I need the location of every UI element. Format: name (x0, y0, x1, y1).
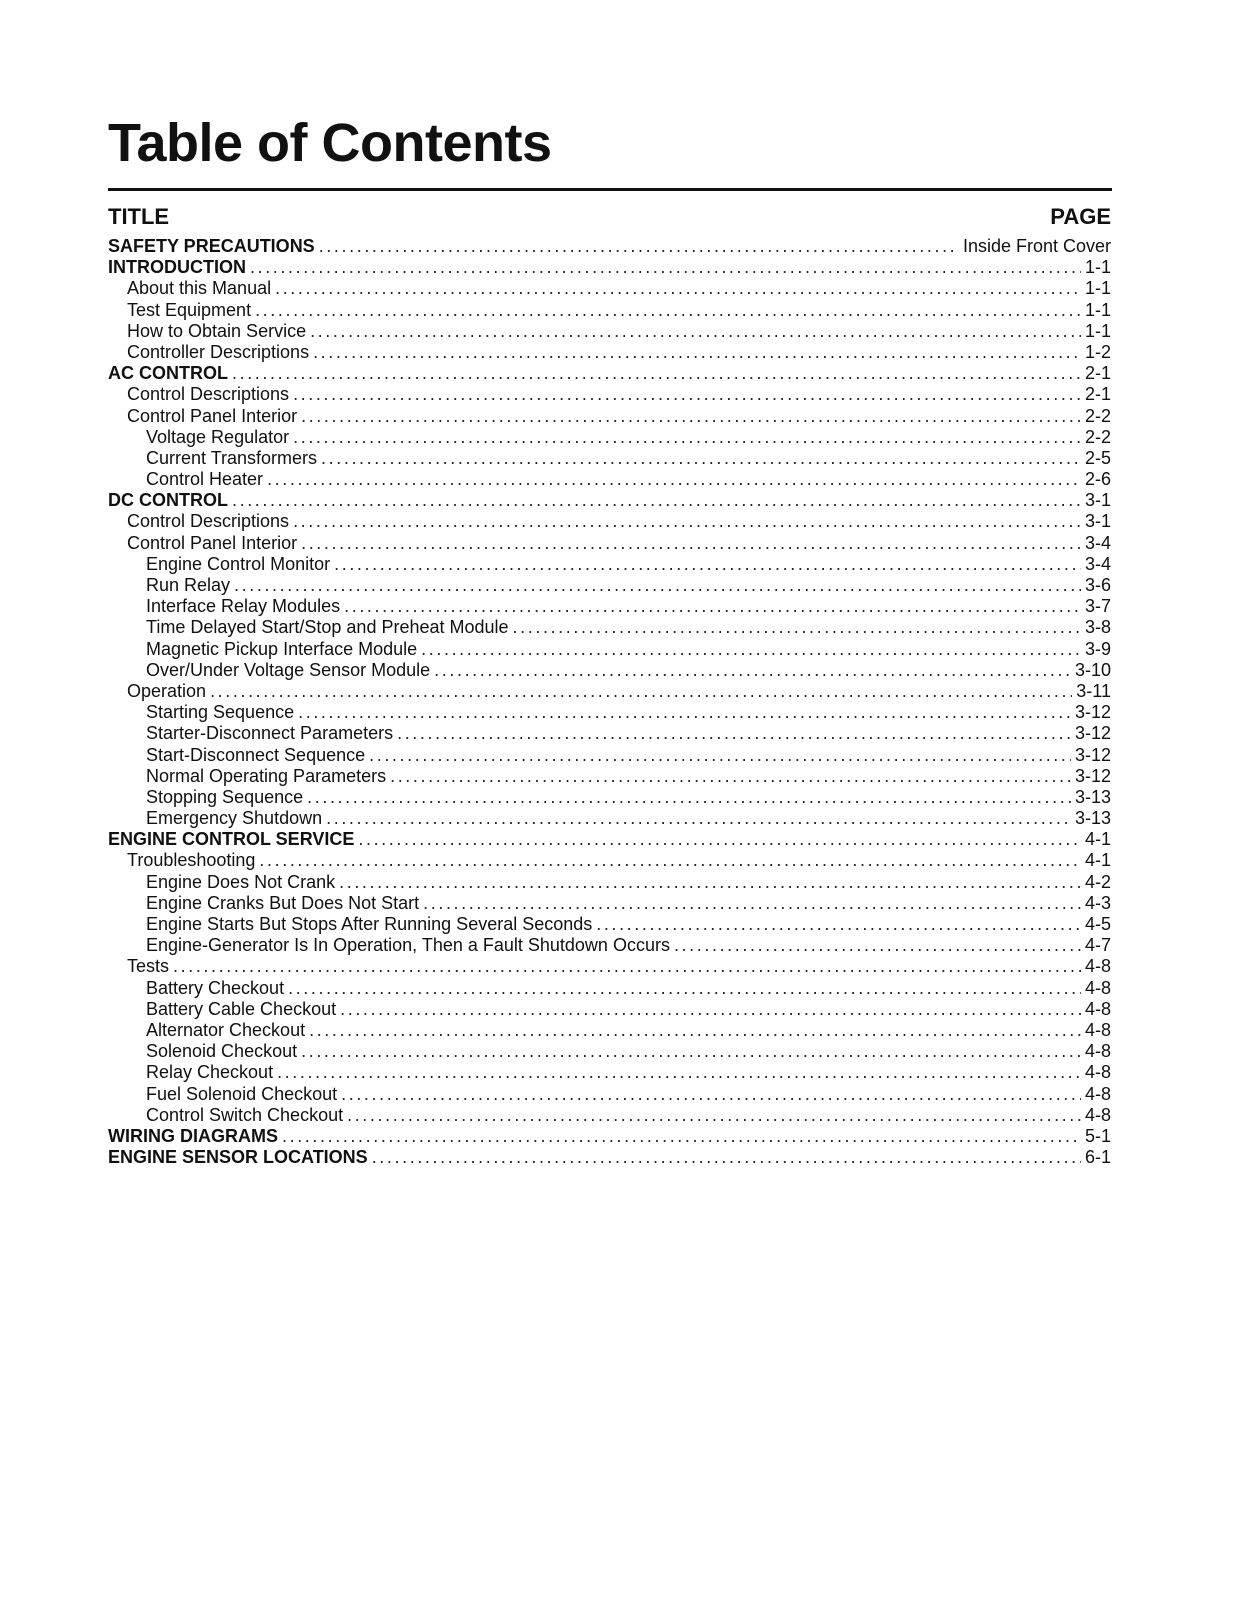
toc-entry-page: 1-1 (1084, 320, 1111, 341)
toc-entry[interactable] (108, 300, 1111, 321)
toc-list (108, 236, 1111, 1168)
toc-entry-title: Tests (127, 956, 170, 977)
dot-leader (347, 1105, 1081, 1126)
dot-leader (259, 850, 1081, 871)
toc-entry-title: Fuel Solenoid Checkout (146, 1083, 338, 1104)
toc-entry[interactable] (108, 1084, 1111, 1105)
toc-entry[interactable] (108, 1041, 1111, 1062)
toc-entry[interactable] (108, 236, 1111, 257)
dot-leader (341, 1084, 1081, 1105)
toc-entry-title: Engine Cranks But Does Not Start (146, 892, 420, 913)
toc-entry-page: 2-2 (1084, 405, 1111, 426)
dot-leader (674, 935, 1081, 956)
toc-entry-title: Interface Relay Modules (146, 596, 341, 617)
toc-entry-title: Control Descriptions (127, 511, 290, 532)
toc-entry[interactable] (108, 1105, 1111, 1126)
toc-entry-page: 4-8 (1084, 1019, 1111, 1040)
toc-entry[interactable] (108, 681, 1111, 702)
toc-entry[interactable] (108, 384, 1111, 405)
toc-entry-page: 2-2 (1084, 426, 1111, 447)
toc-entry[interactable] (108, 596, 1111, 617)
toc-entry-page: 3-6 (1084, 575, 1111, 595)
toc-entry[interactable] (108, 1126, 1111, 1147)
dot-leader (339, 872, 1081, 893)
toc-entry-page: 6-1 (1084, 1147, 1111, 1168)
toc-entry-page: 4-8 (1084, 1041, 1111, 1062)
dot-leader (255, 300, 1081, 321)
dot-leader (301, 533, 1081, 554)
toc-entry-title: Stopping Sequence (146, 786, 304, 807)
toc-entry-page: 4-8 (1084, 1083, 1111, 1104)
dot-leader (423, 893, 1081, 914)
dot-leader (434, 660, 1071, 681)
dot-leader (421, 639, 1081, 660)
toc-entry[interactable] (108, 342, 1111, 363)
toc-entry-page: 4-8 (1084, 1104, 1111, 1125)
dot-leader (344, 596, 1081, 617)
toc-entry[interactable] (108, 554, 1111, 575)
toc-entry-page: 4-7 (1084, 935, 1111, 956)
dot-leader (232, 363, 1081, 384)
toc-entry-title: Engine Starts But Stops After Running Several Seconds (146, 914, 593, 934)
dot-leader (298, 702, 1071, 723)
toc-entry[interactable] (108, 935, 1111, 956)
toc-entry-page: Inside Front Cover (962, 236, 1111, 256)
toc-entry[interactable] (108, 617, 1111, 638)
toc-entry[interactable] (108, 914, 1111, 935)
page-title: Table of Contents (108, 113, 552, 173)
toc-entry[interactable] (108, 956, 1111, 977)
dot-leader (275, 278, 1081, 299)
toc-entry-page: 5-1 (1084, 1125, 1111, 1146)
toc-entry[interactable] (108, 787, 1111, 808)
toc-entry-title: Emergency Shutdown (146, 808, 323, 829)
toc-entry[interactable] (108, 766, 1111, 787)
toc-entry-page: 4-8 (1084, 977, 1111, 998)
toc-entry[interactable] (108, 639, 1111, 660)
toc-entry[interactable] (108, 575, 1111, 596)
toc-entry-page: 3-12 (1074, 702, 1111, 723)
toc-entry-page: 3-1 (1084, 511, 1111, 532)
dot-leader (234, 575, 1081, 596)
dot-leader (397, 723, 1071, 744)
toc-entry-title: Engine-Generator Is In Operation, Then a Fault Shutdown Occurs (146, 935, 670, 956)
toc-entry-page: 4-3 (1084, 892, 1111, 913)
toc-entry[interactable] (108, 1062, 1111, 1083)
toc-entry-title: ENGINE SENSOR LOCATIONS (108, 1147, 368, 1168)
toc-entry-page: 3-13 (1074, 786, 1111, 807)
toc-entry-title: Alternator Checkout (146, 1019, 306, 1040)
toc-entry-page: 3-12 (1074, 723, 1111, 744)
title-column-header: TITLE (108, 204, 170, 229)
toc-entry-page: 3-11 (1076, 680, 1111, 701)
dot-leader (358, 829, 1081, 850)
toc-entry[interactable] (108, 257, 1111, 278)
toc-entry-title: INTRODUCTION (108, 257, 246, 278)
toc-entry-title: Run Relay (146, 575, 231, 595)
dot-leader (372, 1147, 1081, 1168)
page-column-header: PAGE (1050, 204, 1111, 229)
dot-leader (301, 1041, 1081, 1062)
toc-entry-title: Start-Disconnect Sequence (146, 744, 366, 765)
toc-entry-title: Magnetic Pickup Interface Module (146, 638, 418, 659)
dot-leader (309, 1020, 1081, 1041)
toc-entry-title: Troubleshooting (127, 850, 256, 871)
toc-entry-page: 4-1 (1084, 829, 1111, 850)
toc-entry-page: 3-8 (1084, 617, 1111, 638)
dot-leader (307, 787, 1071, 808)
toc-entry-title: About this Manual (127, 278, 272, 299)
dot-leader (293, 511, 1081, 532)
toc-entry-title: Control Panel Interior (127, 405, 298, 426)
toc-entry-page: 1-1 (1084, 278, 1111, 299)
toc-entry-page: 4-8 (1084, 956, 1111, 977)
toc-entry-page: 1-2 (1084, 341, 1111, 362)
dot-leader (282, 1126, 1081, 1147)
dot-leader (210, 681, 1072, 702)
toc-entry-page: 4-5 (1084, 914, 1111, 934)
toc-entry-page: 4-8 (1084, 998, 1111, 1019)
dot-leader (513, 617, 1081, 638)
toc-entry-title: Control Heater (146, 469, 264, 490)
dot-leader (277, 1062, 1081, 1083)
toc-entry-page: 2-1 (1084, 363, 1111, 384)
toc-entry[interactable] (108, 745, 1111, 766)
dot-leader (321, 448, 1081, 469)
dot-leader (326, 808, 1071, 829)
toc-entry[interactable] (108, 660, 1111, 681)
toc-entry-title: DC CONTROL (108, 490, 228, 511)
dot-leader (369, 745, 1071, 766)
dot-leader (310, 321, 1081, 342)
dot-leader (232, 490, 1081, 511)
toc-entry-page: 4-8 (1084, 1062, 1111, 1083)
dot-leader (293, 427, 1081, 448)
toc-entry-title: Over/Under Voltage Sensor Module (146, 659, 431, 680)
toc-entry[interactable] (108, 511, 1111, 532)
toc-entry[interactable] (108, 406, 1111, 427)
toc-entry[interactable] (108, 723, 1111, 744)
toc-entry[interactable] (108, 1020, 1111, 1041)
toc-entry[interactable] (108, 808, 1111, 829)
toc-entry-title: Relay Checkout (146, 1062, 274, 1083)
toc-entry-page: 3-7 (1084, 596, 1111, 617)
toc-entry-title: Test Equipment (127, 299, 252, 320)
toc-entry[interactable] (108, 893, 1111, 914)
toc-entry-title: Control Switch Checkout (146, 1104, 344, 1125)
toc-entry-page: 3-4 (1084, 553, 1111, 574)
toc-entry[interactable] (108, 999, 1111, 1020)
toc-entry[interactable] (108, 872, 1111, 893)
toc-entry-title: Time Delayed Start/Stop and Preheat Module (146, 617, 509, 638)
toc-entry-title: Engine Does Not Crank (146, 871, 336, 892)
toc-entry-page: 3-4 (1084, 532, 1111, 553)
toc-entry-page: 4-1 (1084, 850, 1111, 871)
toc-entry-page: 2-1 (1084, 384, 1111, 405)
toc-entry-title: How to Obtain Service (127, 320, 307, 341)
toc-entry[interactable] (108, 448, 1111, 469)
toc-entry-title: SAFETY PRECAUTIONS (108, 236, 315, 256)
dot-leader (293, 384, 1081, 405)
dot-leader (250, 257, 1081, 278)
title-divider (108, 188, 1112, 191)
toc-entry-title: Control Panel Interior (127, 532, 298, 553)
toc-entry-title: Battery Cable Checkout (146, 998, 337, 1019)
toc-entry-page: 1-1 (1084, 257, 1111, 278)
toc-entry-page: 2-6 (1084, 469, 1111, 490)
toc-entry[interactable] (108, 533, 1111, 554)
toc-entry-title: Starter-Disconnect Parameters (146, 723, 394, 744)
toc-entry-title: Engine Control Monitor (146, 553, 331, 574)
toc-entry-title: Starting Sequence (146, 702, 295, 723)
toc-entry-page: 4-2 (1084, 871, 1111, 892)
dot-leader (340, 999, 1081, 1020)
toc-entry-page: 3-9 (1084, 638, 1111, 659)
toc-entry-page: 1-1 (1084, 299, 1111, 320)
toc-entry-title: AC CONTROL (108, 363, 228, 384)
toc-entry[interactable] (108, 427, 1111, 448)
toc-entry-page: 3-13 (1074, 808, 1111, 829)
toc-entry[interactable] (108, 363, 1111, 384)
toc-entry-page: 2-5 (1084, 447, 1111, 468)
dot-leader (334, 554, 1081, 575)
toc-entry[interactable] (108, 469, 1111, 490)
toc-entry-page: 3-12 (1074, 744, 1111, 765)
toc-entry[interactable] (108, 829, 1111, 850)
dot-leader (313, 342, 1081, 363)
toc-entry-page: 3-1 (1084, 490, 1111, 511)
toc-entry-title: Battery Checkout (146, 977, 285, 998)
dot-leader (319, 236, 959, 257)
toc-entry-title: Controller Descriptions (127, 341, 310, 362)
toc-entry[interactable] (108, 702, 1111, 723)
toc-entry-page: 3-10 (1074, 659, 1111, 680)
dot-leader (301, 406, 1081, 427)
toc-entry-title: WIRING DIAGRAMS (108, 1125, 278, 1146)
toc-entry[interactable] (108, 321, 1111, 342)
dot-leader (390, 766, 1071, 787)
dot-leader (288, 978, 1081, 999)
toc-entry[interactable] (108, 490, 1111, 511)
dot-leader (267, 469, 1081, 490)
toc-entry-title: Voltage Regulator (146, 426, 290, 447)
toc-entry-page: 3-12 (1074, 765, 1111, 786)
toc-entry-title: Current Transformers (146, 447, 318, 468)
toc-entry-title: Solenoid Checkout (146, 1041, 298, 1062)
dot-leader (173, 956, 1081, 977)
toc-entry-title: ENGINE CONTROL SERVICE (108, 829, 355, 850)
toc-entry-title: Normal Operating Parameters (146, 765, 387, 786)
toc-entry[interactable] (108, 850, 1111, 871)
toc-entry-title: Control Descriptions (127, 384, 290, 405)
dot-leader (596, 914, 1081, 935)
toc-entry[interactable] (108, 1147, 1111, 1168)
toc-entry[interactable] (108, 978, 1111, 999)
toc-entry-title: Operation (127, 680, 207, 701)
toc-entry[interactable] (108, 278, 1111, 299)
